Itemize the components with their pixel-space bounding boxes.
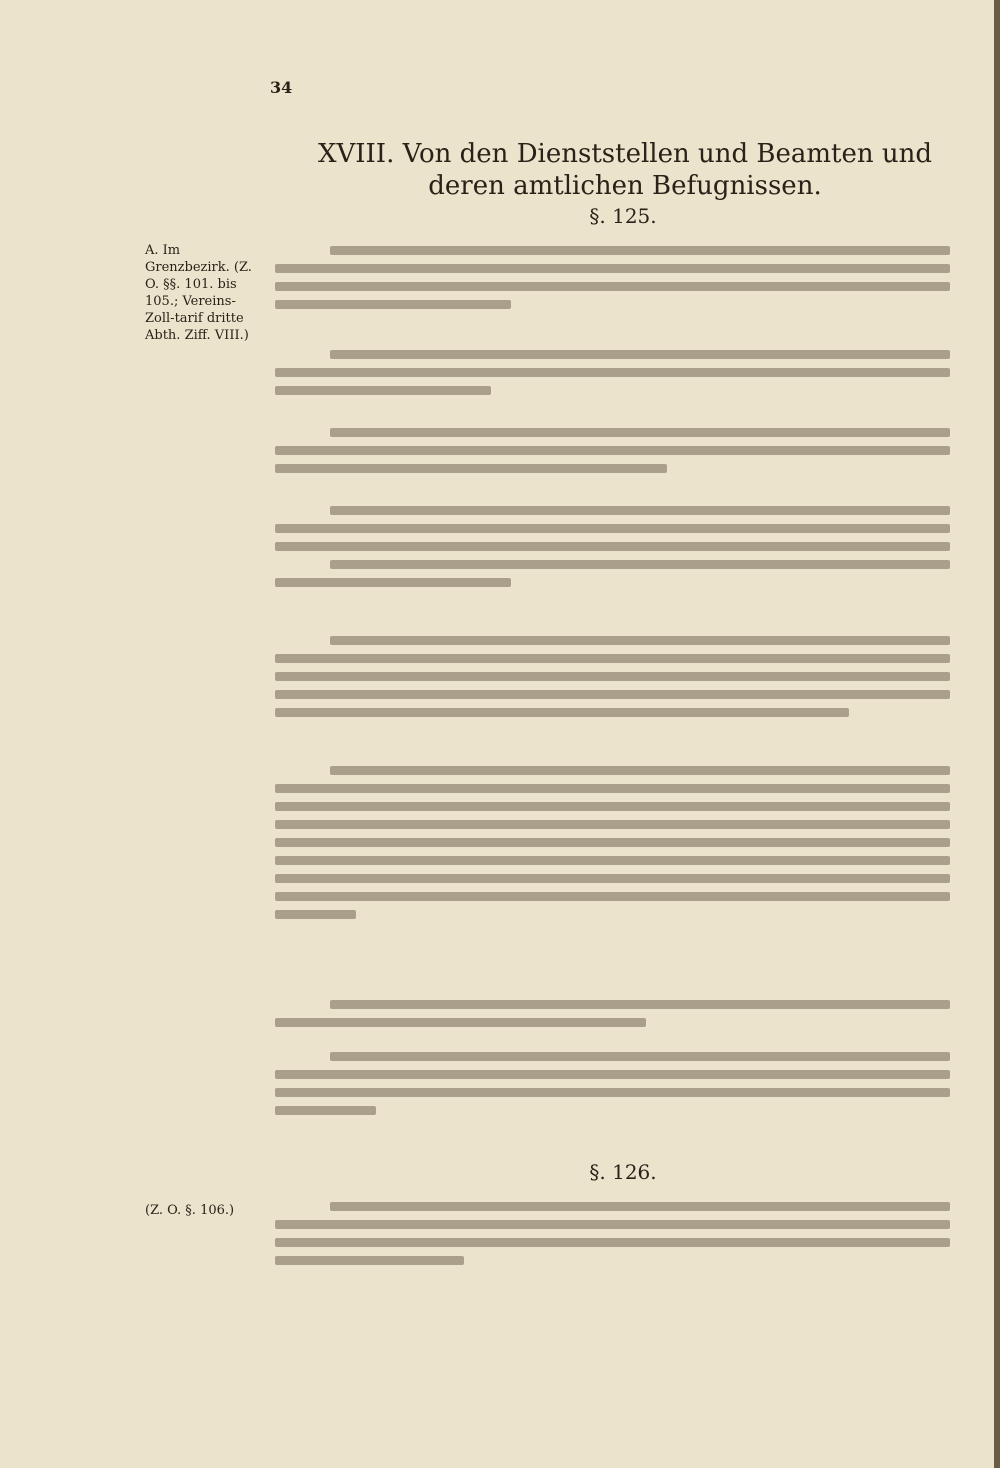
paragraph <box>275 758 950 928</box>
margin-note-1: A. Im Grenzbezirk. (Z. O. §§. 101. bis 105.; Vereins-Zoll-tarif dritte Abth. Ziff. VIII.) <box>145 243 252 343</box>
page-number: 34 <box>270 78 293 97</box>
section-mark-125: §. 125. <box>589 204 657 228</box>
paragraph <box>275 1044 950 1124</box>
margin-note-2: (Z. O. §. 106.) <box>145 1203 235 1218</box>
chapter-heading: XVIII. Von den Dienststellen und Beamten und deren amtlichen Befugnissen. <box>317 139 933 201</box>
paragraph <box>275 420 950 482</box>
paragraph <box>275 628 950 726</box>
section-mark-126: §. 126. <box>589 1160 657 1184</box>
paragraph <box>275 342 950 404</box>
page-edge <box>994 0 1000 1468</box>
paragraph <box>275 992 950 1036</box>
paragraph <box>275 498 950 596</box>
paragraph <box>275 1194 950 1274</box>
paragraph <box>275 238 950 318</box>
